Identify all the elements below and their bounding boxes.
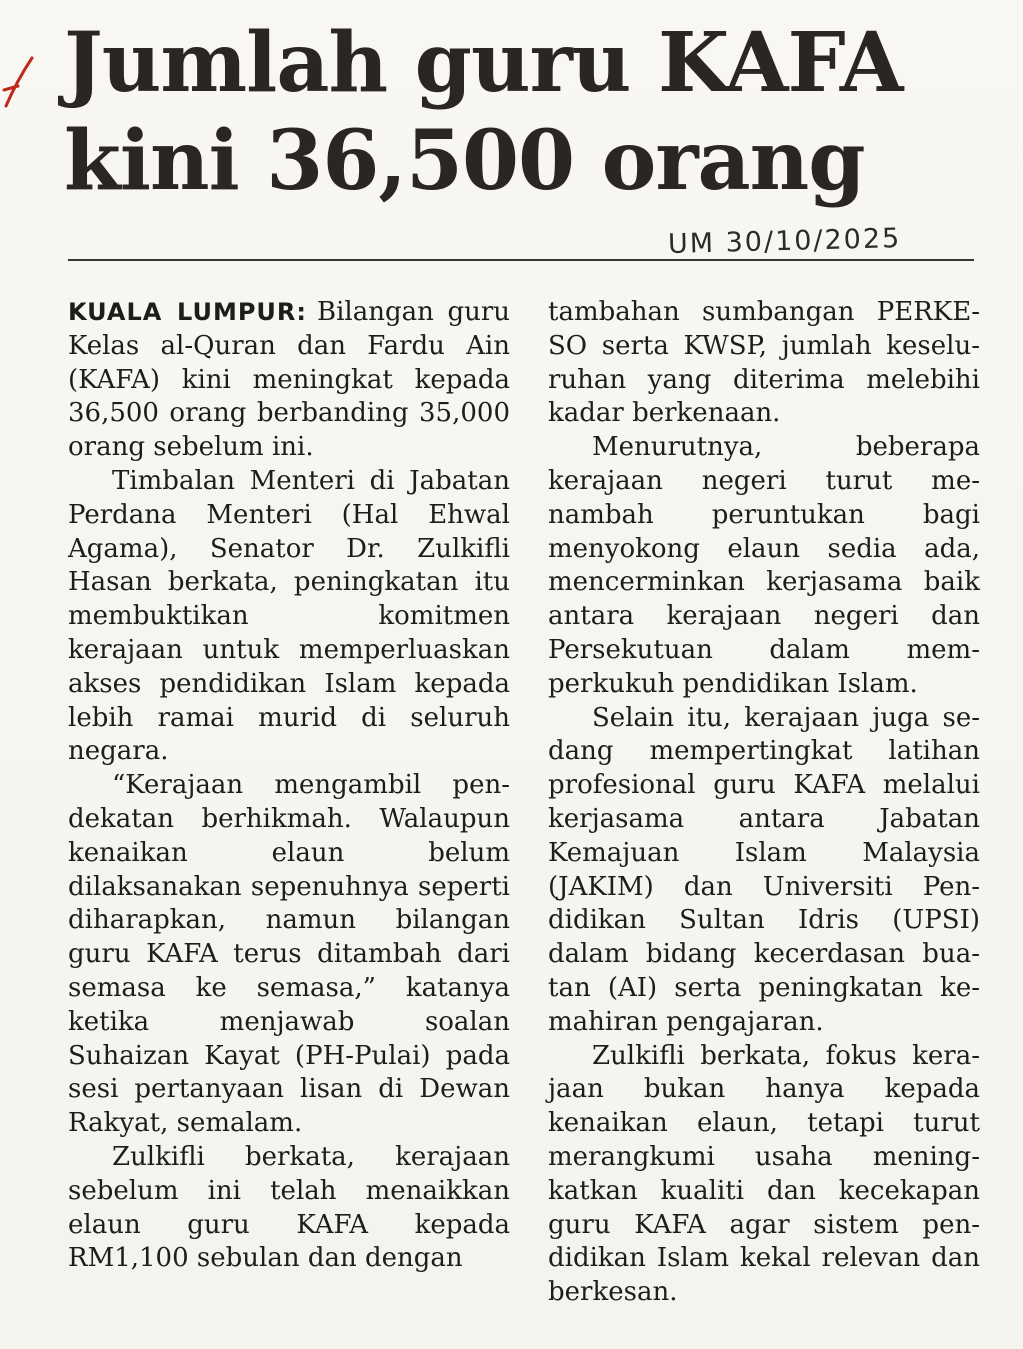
paragraph: Timbalan Menteri di Jabatan Perdana Menteri (Hal Ehwal Agama), Senator Dr. Zulkifli Hasan berkata, peningkatan itu membuktikan komitmen kerajaan untuk memperluaskan akses pendidikan Islam kepada lebih ramai murid di seluruh negara. xyxy=(68,465,510,767)
headline-divider xyxy=(68,259,974,261)
paragraph: “Kerajaan mengambil pendekatan berhikmah. Walaupun kenaikan elaun belum dilaksanakan sepenuhnya seperti diharapkan, namun bilangan guru KAFA terus ditambah dari semasa ke semasa,” katanya ketika menjawab soalan Suhaizan Kayat (PH-Pulai) pada sesi pertanyaan lisan di Dewan Rakyat, semalam. xyxy=(68,770,510,1139)
dateline: KUALA LUMPUR: xyxy=(68,298,307,326)
paragraph-text: Bilangan guru Kelas al-Quran dan Fardu Ain (KAFA) kini meningkat kepada 36,500 orang berbanding 35,000 orang sebelum ini. xyxy=(68,297,511,463)
article-column-right xyxy=(548,296,980,1310)
paragraph xyxy=(68,296,510,465)
handwritten-date-note: UM 30/10/2025 xyxy=(667,222,902,261)
headline xyxy=(64,14,984,210)
headline-line-2: kini 36,500 orang xyxy=(64,113,865,209)
paragraph: Zulkifli berkata, kerajaan sebelum ini telah menaikkan elaun guru KAFA kepada RM1,100 sebulan dan dengan xyxy=(68,1141,510,1274)
headline-line-1: Jumlah guru KAFA xyxy=(64,15,903,111)
article-column-left xyxy=(68,296,510,1276)
paragraph: Menurutnya, beberapa kerajaan negeri turut menambah peruntukan bagi menyokong elaun sedia ada, mencerminkan kerjasama baik antara kerajaan negeri dan Persekutuan dalam memperkukuh pendidikan Islam. xyxy=(548,432,980,699)
paragraph: tambahan sumbangan PERKESO serta KWSP, jumlah keseluruhan yang diterima melebihi kadar berkenaan. xyxy=(548,297,980,429)
paragraph: Zulkifli berkata, fokus kerajaan bukan hanya kepada kenaikan elaun, tetapi turut merangkumi usaha meningkatkan kualiti dan kecekapan guru KAFA agar sistem pendidikan Islam kekal relevan dan berkesan. xyxy=(548,1040,980,1308)
red-pen-mark-icon xyxy=(2,50,36,110)
paragraph: Selain itu, kerajaan juga sedang mempertingkat latihan profesional guru KAFA melalui kerjasama antara Jabatan Kemajuan Islam Malaysia (JAKIM) dan Universiti Pendidikan Sultan Idris (UPSI) dalam bidang kecerdasan buatan (AI) serta peningkatan kemahiran pengajaran. xyxy=(548,702,980,1037)
